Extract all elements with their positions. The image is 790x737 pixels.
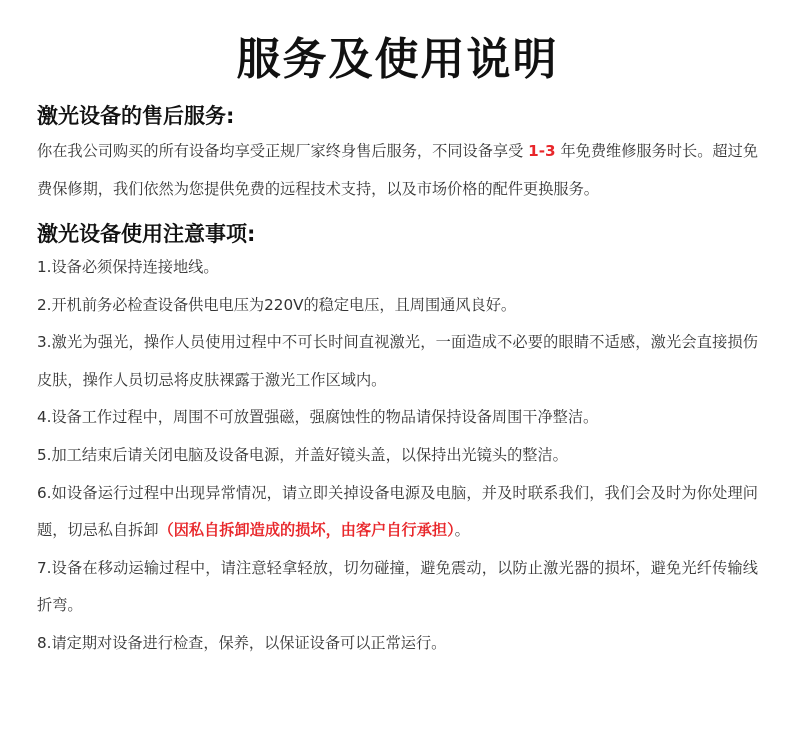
disassembly-warning: （因私自拆卸造成的损坏，由客户自行承担） <box>158 521 455 540</box>
precaution-item-6-text: 6.如设备运行过程中出现异常情况，请立即关掉设备电源及电脑，并及时联系我们，我们会及时为你处理问题，切忌私自拆卸 <box>37 483 758 540</box>
after-sales-paragraph <box>37 133 758 208</box>
precaution-item-4: 4.设备工作过程中，周围不可放置强磁，强腐蚀性的物品请保持设备周围干净整洁。 <box>37 408 599 427</box>
after-sales-text-after: 年免费维修服务时长。超过免费保修期，我们依然为您提供免费的远程技术支持，以及市场价格的配件更换服务。 <box>37 142 759 198</box>
precaution-item-2: 2.开机前务必检查设备供电电压为220V的稳定电压，且周围通风良好。 <box>37 295 517 314</box>
precaution-item-5: 5.加工结束后请关闭电脑及设备电源，并盖好镜头盖，以保持出光镜头的整洁。 <box>37 445 568 464</box>
precautions-list <box>37 249 758 663</box>
precautions-heading: 激光设备使用注意事项: <box>37 222 256 246</box>
precaution-item-7: 7.设备在移动运输过程中，请注意轻拿轻放，切勿碰撞，避免震动，以防止激光器的损坏，避免光纤传输线折弯。 <box>37 558 758 615</box>
after-sales-heading: 激光设备的售后服务: <box>37 104 235 128</box>
precaution-item-3: 3.激光为强光，操作人员使用过程中不可长时间直视激光，一面造成不必要的眼睛不适感，激光会直接损伤皮肤，操作人员切忌将皮肤裸露于激光工作区域内。 <box>37 333 758 389</box>
precaution-item-6-end: 。 <box>454 521 470 540</box>
precaution-item-8: 8.请定期对设备进行检查，保养，以保证设备可以正常运行。 <box>37 633 447 652</box>
page-title: 服务及使用说明 <box>236 34 559 85</box>
precaution-item-1: 1.设备必须保持连接地线。 <box>37 258 219 276</box>
precaution-item-6 <box>37 475 758 550</box>
warranty-years-highlight: 1-3 <box>528 142 556 160</box>
after-sales-text-before: 你在我公司购买的所有设备均享受正规厂家终身售后服务，不同设备享受 <box>37 142 529 160</box>
